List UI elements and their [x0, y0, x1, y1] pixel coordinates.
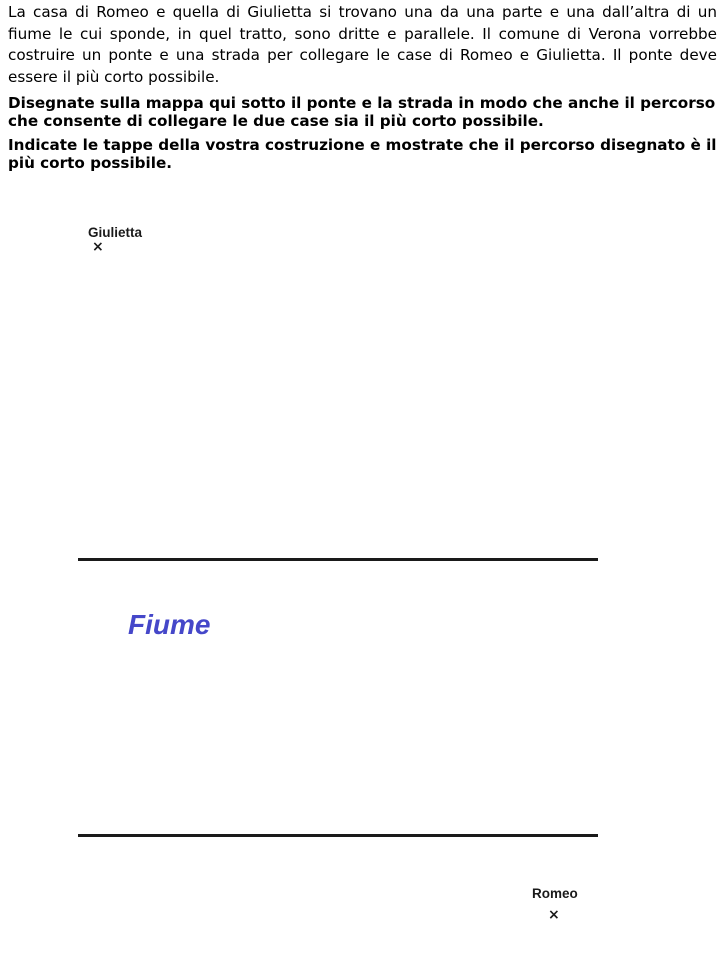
riverbank-upper [78, 558, 598, 561]
instruction-explain: Indicate le tappe della vostra costruzione e mostrate che il percorso disegnato è il più corto possibile. [8, 136, 717, 172]
giulietta-label: Giulietta [88, 225, 143, 240]
giulietta-house-cross-icon: × [92, 239, 104, 255]
riverbank-lower [78, 834, 598, 837]
river-label: Fiume [128, 609, 211, 640]
problem-statement [8, 2, 717, 178]
instruction-draw: Disegnate sulla mappa qui sotto il ponte e la strada in modo che anche il percorso che consente di collegare le due case sia il più corto possibile. [8, 94, 716, 130]
romeo-label: Romeo [532, 886, 578, 901]
intro-paragraph: La casa di Romeo e quella di Giulietta si trovano una da una parte e una dall’altra di un fiume le cui sponde, in quel tratto, sono dritte e parallele. Il comune di Verona vorrebbe costruire un ponte e una strada per collegare le case di Romeo e Giulietta. Il ponte deve essere il più corto possibile. [8, 3, 717, 86]
romeo-house-cross-icon: × [548, 907, 560, 923]
